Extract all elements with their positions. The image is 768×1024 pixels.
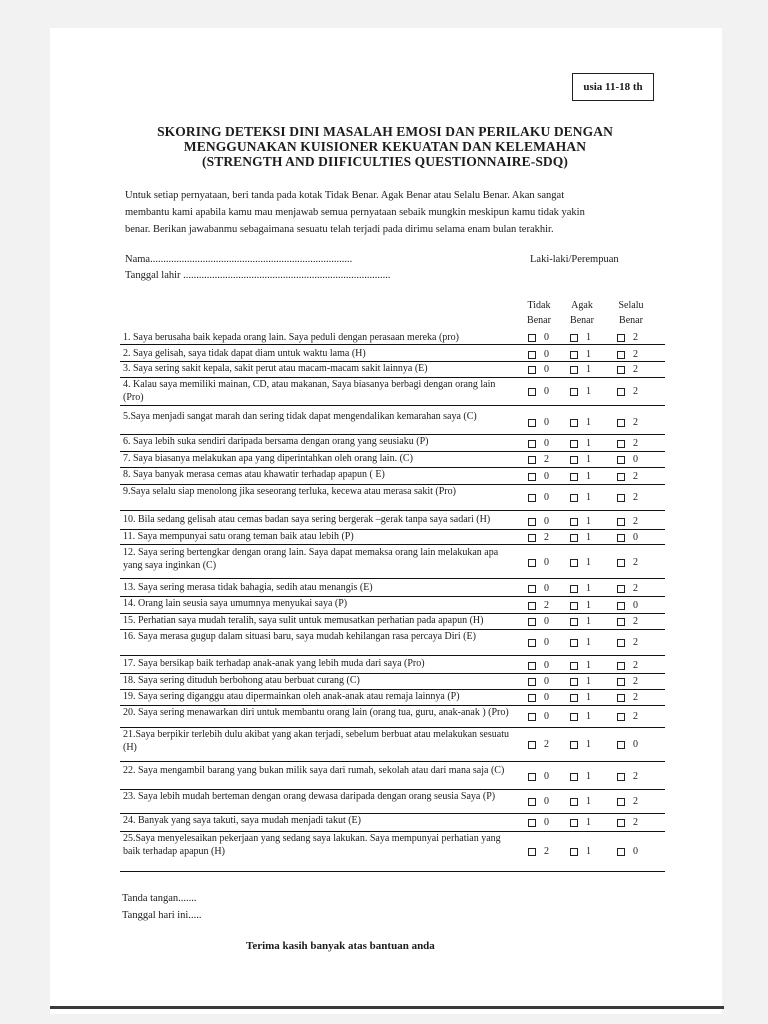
question-text: 13. Saya sering merasa tidak bahagia, sedih atau menangis (E) (123, 582, 373, 593)
score-value: 1 (586, 692, 591, 704)
score-value: 2 (633, 492, 638, 504)
questionnaire-row (120, 727, 665, 762)
question-text: 18. Saya sering dituduh berbohong atau berbuat curang (C) (123, 675, 360, 686)
questionnaire-row (120, 545, 665, 579)
questionnaire-row (120, 451, 665, 468)
score-value: 2 (544, 739, 549, 751)
answer-option[interactable] (617, 438, 638, 449)
questionnaire-row (120, 689, 665, 706)
checkbox[interactable] (528, 585, 536, 593)
column-header-line: Benar (527, 315, 551, 326)
score-value: 0 (633, 846, 638, 858)
questionnaire-row (120, 512, 665, 530)
checkbox[interactable] (617, 678, 625, 686)
checkbox[interactable] (570, 773, 578, 781)
score-value: 2 (544, 846, 549, 858)
checkbox[interactable] (570, 713, 578, 721)
answer-option[interactable] (617, 557, 638, 568)
score-value: 0 (544, 616, 549, 628)
checkbox[interactable] (528, 419, 536, 427)
score-value: 2 (544, 532, 549, 544)
answer-option[interactable] (617, 516, 638, 527)
checkbox[interactable] (528, 694, 536, 702)
answer-option[interactable] (570, 532, 591, 543)
score-value: 0 (544, 471, 549, 483)
gender-field[interactable]: Laki-laki/Perempuan (530, 254, 619, 265)
checkbox[interactable] (528, 388, 536, 396)
column-header-selalu-benar (610, 298, 652, 328)
score-value: 1 (586, 438, 591, 450)
score-value: 2 (633, 660, 638, 672)
checkbox[interactable] (528, 678, 536, 686)
questionnaire-row (120, 467, 665, 485)
score-value: 2 (633, 438, 638, 450)
score-value: 0 (544, 332, 549, 344)
checkbox[interactable] (617, 456, 625, 464)
questionnaire-row (120, 361, 665, 378)
instructions-line-1: Untuk setiap pernyataan, beri tanda pada kotak Tidak Benar. Agak Benar atau Selalu Benar. Akan sangat (125, 190, 565, 201)
score-value: 1 (586, 471, 591, 483)
answer-option[interactable] (617, 739, 638, 750)
score-value: 1 (586, 600, 591, 612)
questionnaire-row (120, 580, 665, 597)
score-value: 0 (633, 454, 638, 466)
answer-option[interactable] (528, 616, 549, 627)
answer-option[interactable] (617, 386, 638, 397)
checkbox[interactable] (528, 518, 536, 526)
score-value: 0 (544, 692, 549, 704)
questionnaire-row (120, 705, 665, 728)
checkbox[interactable] (617, 585, 625, 593)
answer-option[interactable] (570, 846, 591, 857)
answer-option[interactable] (570, 516, 591, 527)
score-value: 2 (633, 711, 638, 723)
question-text: 10. Bila sedang gelisah atau cemas badan saya sering bergerak –gerak tanpa saya sadari (H) (123, 514, 491, 525)
column-header-line: Agak (571, 300, 593, 311)
answer-option[interactable] (570, 817, 591, 828)
answer-option[interactable] (528, 557, 549, 568)
score-value: 2 (633, 471, 638, 483)
score-value: 1 (586, 637, 591, 649)
checkbox[interactable] (570, 534, 578, 542)
questionnaire-row (120, 377, 665, 406)
question-text: 21.Saya berpikir terlebih dulu akibat yang akan terjadi, sebelum berbuat atau melakukan sesuatu (H) (123, 729, 509, 753)
answer-option[interactable] (528, 532, 549, 543)
answer-option[interactable] (617, 454, 638, 465)
answer-option[interactable] (570, 739, 591, 750)
answer-option[interactable] (617, 332, 638, 343)
answer-option[interactable] (528, 417, 549, 428)
score-value: 1 (586, 616, 591, 628)
checkbox[interactable] (570, 819, 578, 827)
answer-option[interactable] (617, 532, 638, 543)
checkbox[interactable] (528, 440, 536, 448)
score-value: 2 (633, 817, 638, 829)
answer-option[interactable] (570, 417, 591, 428)
answer-option[interactable] (617, 817, 638, 828)
checkbox[interactable] (570, 419, 578, 427)
birthdate-field[interactable]: Tanggal lahir ............................................................................... (125, 270, 391, 281)
score-value: 2 (544, 454, 549, 466)
answer-option[interactable] (528, 516, 549, 527)
answer-option[interactable] (617, 676, 638, 687)
checkbox[interactable] (570, 602, 578, 610)
answer-option[interactable] (617, 364, 638, 375)
instructions-line-3: benar. Berikan jawabanmu sebagaimana sesuatu telah terjadi pada dirimu selama enam bulan terakhir. (125, 224, 554, 235)
answer-option[interactable] (528, 692, 549, 703)
questionnaire-row (120, 484, 665, 511)
answer-option[interactable] (617, 600, 638, 611)
checkbox[interactable] (617, 713, 625, 721)
age-range-box: usia 11-18 th (572, 73, 654, 101)
score-value: 1 (586, 532, 591, 544)
title-line-1: SKORING DETEKSI DINI MASALAH EMOSI DAN PERILAKU DENGAN (157, 124, 613, 139)
checkbox[interactable] (570, 494, 578, 502)
checkbox[interactable] (617, 518, 625, 526)
score-value: 1 (586, 516, 591, 528)
answer-option[interactable] (570, 771, 591, 782)
checkbox[interactable] (528, 351, 536, 359)
answer-option[interactable] (570, 349, 591, 360)
checkbox[interactable] (528, 602, 536, 610)
answer-option[interactable] (528, 796, 549, 807)
question-text: 9.Saya selalu siap menolong jika seseorang terluka, kecewa atau merasa sakit (Pro) (123, 486, 456, 497)
score-value: 1 (586, 417, 591, 429)
checkbox[interactable] (617, 559, 625, 567)
score-value: 0 (544, 557, 549, 569)
question-text: 15. Perhatian saya mudah teralih, saya sulit untuk memusatkan perhatian pada apapun (H) (123, 615, 484, 626)
questionnaire-row (120, 529, 665, 545)
checkbox[interactable] (617, 639, 625, 647)
answer-option[interactable] (617, 492, 638, 503)
checkbox[interactable] (528, 534, 536, 542)
thank-you-note: Terima kasih banyak atas bantuan anda (246, 940, 435, 952)
page-bottom-rule (50, 1006, 724, 1009)
score-value: 0 (544, 796, 549, 808)
score-value: 1 (586, 846, 591, 858)
score-value: 1 (586, 739, 591, 751)
score-value: 0 (633, 600, 638, 612)
questionnaire-row (120, 789, 665, 814)
checkbox[interactable] (617, 773, 625, 781)
answer-option[interactable] (570, 692, 591, 703)
checkbox[interactable] (617, 618, 625, 626)
answer-option[interactable] (528, 660, 549, 671)
questionnaire-row (120, 409, 665, 435)
instructions-line-2: membantu kami apabila kamu mau menjawab semua pernyataan sebaik mungkin meskipun kamu tidak yakin (125, 207, 585, 218)
score-value: 1 (586, 660, 591, 672)
score-value: 2 (633, 557, 638, 569)
question-text: 11. Saya mempunyai satu orang teman baik atau lebih (P) (123, 531, 354, 542)
checkbox[interactable] (617, 741, 625, 749)
answer-option[interactable] (617, 471, 638, 482)
answer-option[interactable] (617, 660, 638, 671)
checkbox[interactable] (528, 713, 536, 721)
column-header-line: Benar (570, 315, 594, 326)
score-value: 0 (544, 583, 549, 595)
checkbox[interactable] (617, 351, 625, 359)
answer-option[interactable] (617, 583, 638, 594)
score-value: 0 (544, 711, 549, 723)
checkbox[interactable] (617, 602, 625, 610)
score-value: 0 (633, 739, 638, 751)
score-value: 1 (586, 676, 591, 688)
score-value: 2 (633, 692, 638, 704)
answer-option[interactable] (617, 637, 638, 648)
score-value: 1 (586, 332, 591, 344)
title-line-3: (STRENGTH AND DIIFICULTIES QUESTIONNAIRE-SDQ) (202, 154, 568, 169)
score-value: 1 (586, 583, 591, 595)
checkbox[interactable] (617, 798, 625, 806)
checkbox[interactable] (570, 798, 578, 806)
checkbox[interactable] (617, 494, 625, 502)
answer-option[interactable] (617, 796, 638, 807)
column-header-agak-benar (563, 298, 601, 328)
answer-option[interactable] (570, 454, 591, 465)
answer-option[interactable] (528, 438, 549, 449)
answer-option[interactable] (528, 637, 549, 648)
answer-option[interactable] (570, 386, 591, 397)
score-value: 0 (544, 364, 549, 376)
answer-option[interactable] (570, 711, 591, 722)
question-text: 23. Saya lebih mudah berteman dengan orang dewasa daripada dengan orang seusia Saya (P) (123, 791, 496, 802)
questionnaire-row (120, 656, 665, 674)
checkbox[interactable] (528, 798, 536, 806)
question-text: 17. Saya bersikap baik terhadap anak-anak yang lebih muda dari saya (Pro) (123, 658, 425, 669)
answer-option[interactable] (570, 557, 591, 568)
score-value: 1 (586, 557, 591, 569)
score-value: 0 (544, 417, 549, 429)
checkbox[interactable] (570, 741, 578, 749)
questionnaire-row (120, 346, 665, 362)
answer-option[interactable] (617, 616, 638, 627)
checkbox[interactable] (617, 694, 625, 702)
score-value: 2 (633, 771, 638, 783)
score-value: 0 (544, 438, 549, 450)
checkbox[interactable] (528, 618, 536, 626)
questionnaire-row (120, 629, 665, 656)
title-line-2: MENGGUNAKAN KUISIONER KEKUATAN DAN KELEMAHAN (183, 139, 587, 154)
score-value: 2 (633, 332, 638, 344)
score-value: 2 (633, 637, 638, 649)
questionnaire-row (120, 613, 665, 630)
checkbox[interactable] (528, 334, 536, 342)
column-header-tidak-benar (520, 298, 558, 328)
score-value: 0 (544, 660, 549, 672)
questionnaire-row (120, 813, 665, 832)
answer-option[interactable] (528, 771, 549, 782)
question-text: 8. Saya banyak merasa cemas atau khawatir terhadap apapun ( E) (123, 469, 385, 480)
checkbox[interactable] (617, 419, 625, 427)
question-text: 3. Saya sering sakit kepala, sakit perut atau macam-macam sakit lainnya (E) (123, 363, 428, 374)
score-value: 2 (633, 417, 638, 429)
questionnaire-row (120, 330, 665, 345)
question-text: 6. Saya lebih suka sendiri daripada bersama dengan orang yang seusiaku (P) (123, 436, 429, 447)
answer-option[interactable] (570, 600, 591, 611)
checkbox[interactable] (528, 662, 536, 670)
questionnaire-row (120, 831, 665, 872)
score-value: 0 (544, 516, 549, 528)
answer-option[interactable] (528, 492, 549, 503)
checkbox[interactable] (570, 388, 578, 396)
score-value: 2 (633, 583, 638, 595)
answer-option[interactable] (617, 417, 638, 428)
checkbox[interactable] (570, 662, 578, 670)
question-text: 4. Kalau saya memiliki mainan, CD, atau makanan, Saya biasanya berbagi dengan orang lain (Pro) (123, 379, 496, 403)
signature-field[interactable]: Tanda tangan....... (122, 893, 197, 904)
checkbox[interactable] (617, 440, 625, 448)
score-value: 1 (586, 364, 591, 376)
answer-option[interactable] (570, 660, 591, 671)
score-value: 1 (586, 771, 591, 783)
score-value: 0 (633, 532, 638, 544)
checkbox[interactable] (617, 662, 625, 670)
question-text: 5.Saya menjadi sangat marah dan sering tidak dapat mengendalikan kemarahan saya (C) (123, 411, 477, 422)
score-value: 2 (633, 676, 638, 688)
question-text: 19. Saya sering diganggu atau dipermainkan oleh anak-anak atau remaja lainnya (P) (123, 691, 460, 702)
question-text: 22. Saya mengambil barang yang bukan milik saya dari rumah, sekolah atau dari mana saja (C) (123, 765, 505, 776)
answer-option[interactable] (617, 846, 638, 857)
answer-option[interactable] (570, 492, 591, 503)
checkbox[interactable] (528, 819, 536, 827)
checkbox[interactable] (617, 388, 625, 396)
checkbox[interactable] (570, 473, 578, 481)
answer-option[interactable] (570, 796, 591, 807)
checkbox[interactable] (617, 819, 625, 827)
score-value: 2 (544, 600, 549, 612)
checkbox[interactable] (570, 618, 578, 626)
checkbox[interactable] (570, 639, 578, 647)
answer-option[interactable] (528, 454, 549, 465)
answer-option[interactable] (528, 676, 549, 687)
checkbox[interactable] (617, 473, 625, 481)
score-value: 1 (586, 492, 591, 504)
score-value: 0 (544, 771, 549, 783)
answer-option[interactable] (528, 386, 549, 397)
checkbox[interactable] (570, 366, 578, 374)
answer-option[interactable] (617, 711, 638, 722)
score-value: 2 (633, 349, 638, 361)
question-text: 14. Orang lain seusia saya umumnya menyukai saya (P) (123, 598, 348, 609)
questionnaire-row (120, 763, 665, 790)
answer-option[interactable] (528, 349, 549, 360)
checkbox[interactable] (617, 848, 625, 856)
question-text: 25.Saya menyelesaikan pekerjaan yang sedang saya lakukan. Saya mempunyai perhatian yang baik terhadap apapun (H) (123, 833, 501, 857)
checkbox[interactable] (570, 456, 578, 464)
checkbox[interactable] (570, 848, 578, 856)
question-text: 1. Saya berusaha baik kepada orang lain. Saya peduli dengan perasaan mereka (pro) (123, 332, 459, 343)
answer-option[interactable] (570, 676, 591, 687)
score-value: 1 (586, 454, 591, 466)
checkbox[interactable] (528, 366, 536, 374)
checkbox[interactable] (528, 773, 536, 781)
score-value: 2 (633, 616, 638, 628)
checkbox[interactable] (570, 440, 578, 448)
answer-option[interactable] (528, 364, 549, 375)
checkbox[interactable] (570, 334, 578, 342)
column-header-line: Tidak (527, 300, 551, 311)
checkbox[interactable] (528, 494, 536, 502)
score-value: 0 (544, 386, 549, 398)
answer-option[interactable] (528, 471, 549, 482)
checkbox[interactable] (528, 741, 536, 749)
checkbox[interactable] (617, 334, 625, 342)
score-value: 2 (633, 364, 638, 376)
score-value: 1 (586, 349, 591, 361)
checkbox[interactable] (570, 694, 578, 702)
answer-option[interactable] (570, 616, 591, 627)
name-field[interactable]: Nama............................................................................. (125, 254, 353, 265)
answer-option[interactable] (570, 471, 591, 482)
column-header-line: Benar (619, 315, 643, 326)
column-header-line: Selalu (618, 300, 644, 311)
checkbox[interactable] (570, 678, 578, 686)
question-text: 2. Saya gelisah, saya tidak dapat diam untuk waktu lama (H) (123, 348, 366, 359)
checkbox[interactable] (570, 585, 578, 593)
checkbox[interactable] (528, 559, 536, 567)
answer-option[interactable] (528, 817, 549, 828)
checkbox[interactable] (528, 848, 536, 856)
checkbox[interactable] (570, 351, 578, 359)
question-text: 7. Saya biasanya melakukan apa yang diperintahkan oleh orang lain. (C) (123, 453, 413, 464)
questionnaire-row (120, 673, 665, 690)
question-text: 24. Banyak yang saya takuti, saya mudah menjadi takut (E) (123, 815, 361, 826)
checkbox[interactable] (570, 559, 578, 567)
score-value: 0 (544, 676, 549, 688)
questionnaire-row (120, 434, 665, 452)
checkbox[interactable] (528, 456, 536, 464)
answer-option[interactable] (570, 332, 591, 343)
answer-option[interactable] (570, 583, 591, 594)
question-text: 20. Saya sering menawarkan diri untuk membantu orang lain (orang tua, guru, anak-anak ) (Pro) (123, 707, 509, 718)
answer-option[interactable] (528, 846, 549, 857)
questionnaire-row (120, 596, 665, 614)
score-value: 2 (633, 796, 638, 808)
checkbox[interactable] (528, 639, 536, 647)
score-value: 0 (544, 817, 549, 829)
score-value: 0 (544, 637, 549, 649)
score-value: 0 (544, 492, 549, 504)
answer-option[interactable] (570, 438, 591, 449)
checkbox[interactable] (528, 473, 536, 481)
answer-option[interactable] (617, 349, 638, 360)
score-value: 1 (586, 711, 591, 723)
answer-option[interactable] (528, 739, 549, 750)
score-value: 1 (586, 386, 591, 398)
checkbox[interactable] (570, 518, 578, 526)
answer-option[interactable] (528, 332, 549, 343)
date-today-field[interactable]: Tanggal hari ini..... (122, 910, 202, 921)
answer-option[interactable] (617, 692, 638, 703)
checkbox[interactable] (617, 366, 625, 374)
question-text: 12. Saya sering bertengkar dengan orang lain. Saya dapat memaksa orang lain melakukan apa yang saya inginkan (C) (123, 547, 499, 571)
answer-option[interactable] (528, 600, 549, 611)
score-value: 2 (633, 516, 638, 528)
score-value: 2 (633, 386, 638, 398)
checkbox[interactable] (617, 534, 625, 542)
answer-option[interactable] (617, 771, 638, 782)
answer-option[interactable] (528, 711, 549, 722)
score-value: 1 (586, 796, 591, 808)
answer-option[interactable] (528, 583, 549, 594)
score-value: 1 (586, 817, 591, 829)
answer-option[interactable] (570, 637, 591, 648)
score-value: 0 (544, 349, 549, 361)
answer-option[interactable] (570, 364, 591, 375)
question-text: 16. Saya merasa gugup dalam situasi baru, saya mudah kehilangan rasa percaya Diri (E) (123, 631, 476, 642)
